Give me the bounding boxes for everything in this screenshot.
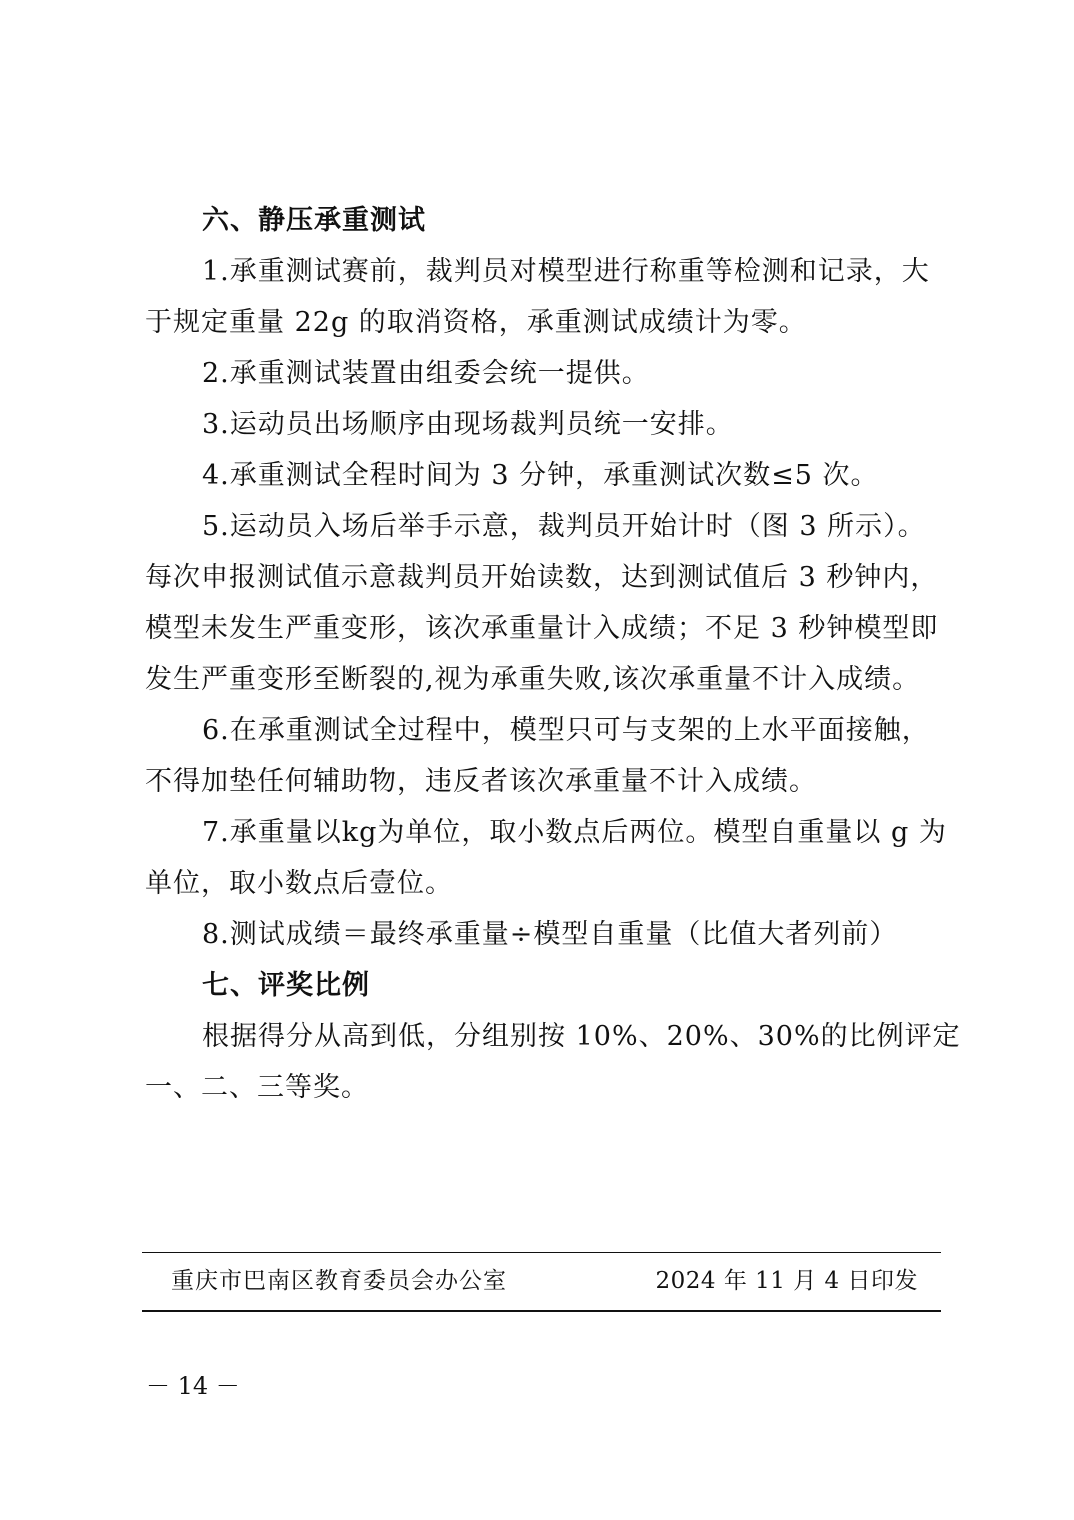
- paragraph-line: 不得加垫任何辅助物，违反者该次承重量不计入成绩。: [145, 766, 817, 797]
- footer-issuer: 重庆市巴南区教育委员会办公室: [171, 1268, 507, 1294]
- paragraph-line: 于规定重量 22g 的取消资格，承重测试成绩计为零。: [145, 307, 807, 338]
- paragraph-line: 每次申报测试值示意裁判员开始读数，达到测试值后 3 秒钟内，: [145, 562, 939, 593]
- footer-print-date: 2024 年 11 月 4 日印发: [655, 1268, 918, 1294]
- paragraph-line: 4.承重测试全程时间为 3 分钟，承重测试次数≤5 次。: [202, 460, 879, 491]
- paragraph-line: 一、二、三等奖。: [145, 1072, 369, 1103]
- paragraph-line: 根据得分从高到低，分组别按 10%、20%、30%的比例评定: [202, 1021, 961, 1052]
- paragraph-line: 1.承重测试赛前，裁判员对模型进行称重等检测和记录，大: [202, 256, 930, 287]
- paragraph-line: 3.运动员出场顺序由现场裁判员统一安排。: [202, 409, 734, 440]
- section-heading: 七、评奖比例: [202, 970, 370, 1001]
- paragraph-line: 单位，取小数点后壹位。: [145, 868, 453, 899]
- page-number: － 14 －: [146, 1372, 240, 1400]
- footer-bottom-rule: [142, 1310, 941, 1312]
- paragraph-line: 8.测试成绩＝最终承重量÷模型自重量（比值大者列前）: [202, 919, 898, 950]
- paragraph-line: 发生严重变形至断裂的,视为承重失败,该次承重量不计入成绩。: [145, 664, 921, 695]
- paragraph-line: 5.运动员入场后举手示意，裁判员开始计时（图 3 所示）。: [202, 511, 926, 542]
- section-heading: 六、静压承重测试: [202, 205, 426, 236]
- footer-top-rule: [142, 1252, 941, 1253]
- paragraph-line: 7.承重量以kg为单位，取小数点后两位。模型自重量以 g 为: [202, 817, 947, 848]
- paragraph-line: 2.承重测试装置由组委会统一提供。: [202, 358, 650, 389]
- paragraph-line: 6.在承重测试全过程中，模型只可与支架的上水平面接触，: [202, 715, 930, 746]
- paragraph-line: 模型未发生严重变形，该次承重量计入成绩；不足 3 秒钟模型即: [145, 613, 939, 644]
